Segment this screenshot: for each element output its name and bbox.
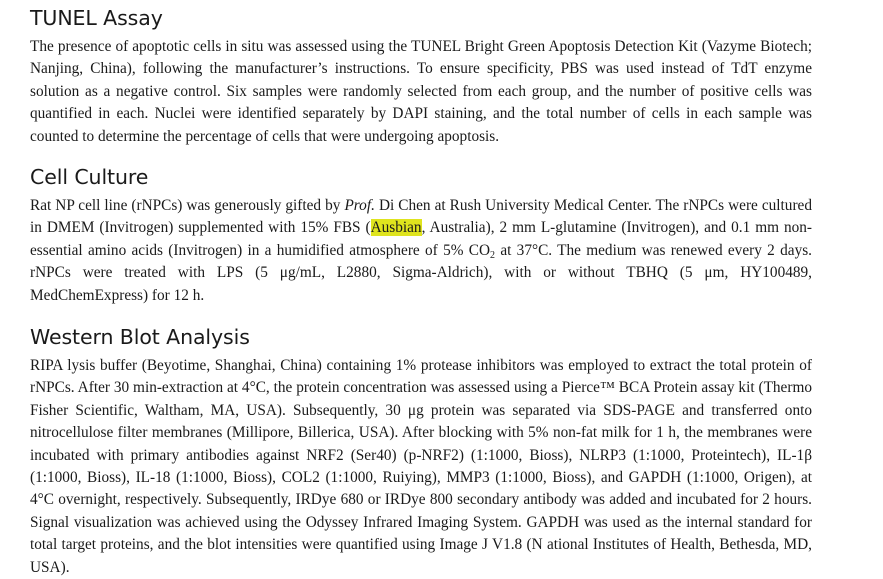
section-cell-culture <box>30 164 812 307</box>
section-heading: Cell Culture <box>30 165 149 189</box>
paragraph-text: Rat NP cell line (rNPCs) was generously gifted by <box>30 197 345 214</box>
section-tunel-assay <box>30 5 812 148</box>
section-heading: Western Blot Analysis <box>30 325 250 349</box>
subscript: 2 <box>490 249 496 261</box>
highlighted-text: Ausbian <box>370 219 422 237</box>
paragraph-text: at 37°C. The medium was renewed every 2 days. rNPCs were treated with LPS (5 μg/mL, L2880, Sigma-Aldrich), with or without TBHQ (5 μm, HY100489, MedChemExpress) for 12 h. <box>30 241 812 304</box>
italic-title: Prof. <box>344 197 375 214</box>
paragraph-text: , Australia), 2 mm L-glutamine (Invitrogen), and 0.1 mm non-essential amino acids (Invitrogen) in a humidified atmosphere of 5% CO <box>30 219 812 259</box>
section-paragraph: The presence of apoptotic cells in situ was assessed using the TUNEL Bright Green Apoptosis Detection Kit (Vazyme Biotech; Nanjing, China), following the manufacturer’s instructions. To ensure specificity, PBS was used instead of TdT enzyme solution as a negative control. Six samples were randomly selected from each group, and the number of positive cells was quantified in each. Nuclei were identified separately by DAPI staining, and the total number of cells in each sample was counted to determine the percentage of cells that were undergoing apoptosis. <box>30 38 812 145</box>
section-heading: TUNEL Assay <box>30 6 163 30</box>
section-paragraph: RIPA lysis buffer (Beyotime, Shanghai, China) containing 1% protease inhibitors was employed to extract the total protein of rNPCs. After 30 min-extraction at 4°C, the protein concentration was assessed using a Pierce™ BCA Protein assay kit (Thermo Fisher Scientific, Waltham, MA, USA). Subsequently, 30 μg protein was separated via SDS-PAGE and transferred onto nitrocellulose filter membranes (Millipore, Billerica, USA). After blocking with 5% non-fat milk for 1 h, the membranes were incubated with primary antibodies against NRF2 (Ser40) (p-NRF2) (1:1000, Bioss), NLRP3 (1:1000, Proteintech), IL-1β (1:1000, Bioss), IL-18 (1:1000, Bioss), COL2 (1:1000, Ruiying), MMP3 (1:1000, Bioss), and GAPDH (1:1000, Origen), at 4°C overnight, respectively. Subsequently, IRDye 680 or IRDye 800 secondary antibody was added and incubated for 2 hours. Signal visualization was achieved using the Odyssey Infrared Imaging System. GAPDH was used as the internal standard for total target proteins, and the blot intensities were quantified using Image J V1.8 (N ational Institutes of Health, Bethesda, MD, USA). <box>30 357 812 576</box>
paragraph-text: Di Chen at Rush University Medical Center. The rNPCs were cultured in DMEM (Invitrogen) supplemented with 15% FBS ( <box>30 197 812 237</box>
section-paragraph <box>30 195 812 307</box>
section-western-blot-analysis <box>30 324 812 579</box>
